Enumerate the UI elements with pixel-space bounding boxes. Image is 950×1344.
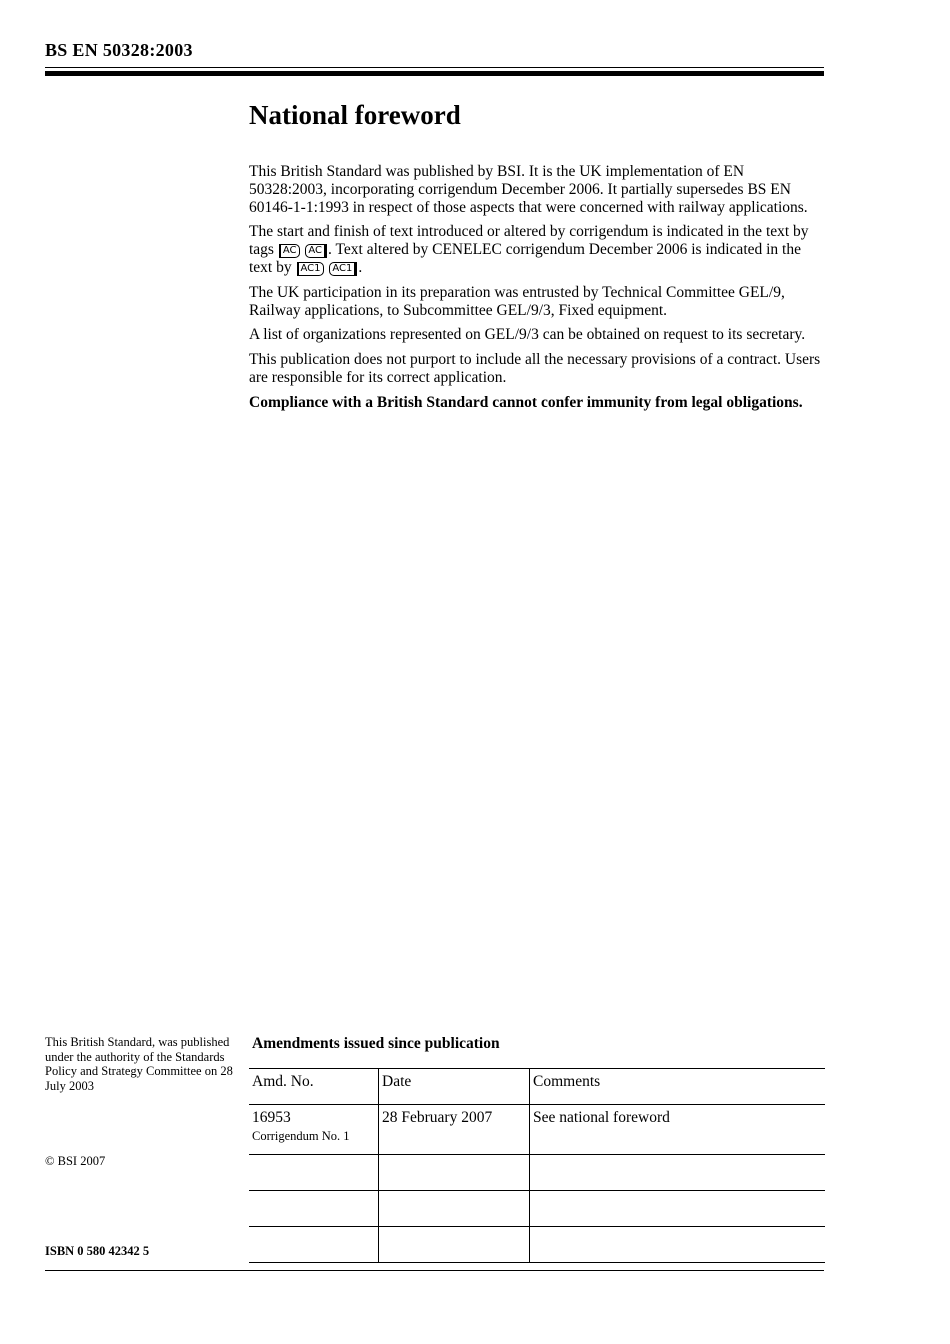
page-title: National foreword [249,100,461,130]
amendment-number-cell [249,1105,379,1155]
paragraph-publication: This British Standard was published by BSI. It is the UK implementation of EN 50328:2003, incorporating corrigendum December 2006. It partially supersedes BS EN 60146-1-1:1993 in respect of those aspects that were concerned with railway applications. [249,163,808,216]
empty-cell [249,1227,379,1263]
empty-cell [379,1155,530,1191]
paragraph-tags [249,223,824,276]
amendment-comments: See national foreword [530,1105,826,1155]
paragraph-organizations: A list of organizations represented on GEL/9/3 can be obtained on request to its secretary. [249,326,806,344]
table-row [249,1191,825,1227]
header-rule-thick [45,71,824,76]
amendment-number: 16953 [252,1109,291,1126]
amendment-date: 28 February 2007 [379,1105,530,1155]
empty-cell [379,1191,530,1227]
empty-cell [530,1227,826,1263]
foreword-body [249,163,824,419]
amendments-heading: Amendments issued since publication [252,1035,500,1052]
column-header-comments: Comments [530,1069,826,1105]
paragraph-tags-text-c: . [358,258,363,276]
empty-cell [379,1227,530,1263]
table-row [249,1155,825,1191]
empty-cell [249,1191,379,1227]
header-rule-thin [45,67,824,68]
ac1-open-tag-icon: AC1 [297,262,324,276]
empty-cell [530,1191,826,1227]
publication-authority-note: This British Standard, was published under the authority of the Standards Policy and Strategy Committee on 28 July 2003 [45,1035,233,1093]
empty-cell [249,1155,379,1191]
document-id: BS EN 50328:2003 [45,40,193,60]
amendment-subtitle: Corrigendum No. 1 [252,1129,350,1143]
table-row [249,1105,825,1155]
ac1-close-tag-icon: AC1 [329,262,357,276]
column-header-amd-no: Amd. No. [249,1069,379,1105]
amendments-header-row [249,1069,825,1105]
paragraph-disclaimer: This publication does not purport to include all the necessary provisions of a contract. Users are responsible for its correct application. [249,351,821,386]
paragraph-tags-text-a: The start and finish of text introduced or altered by corrigendum is indicated in the text by tags [249,223,809,259]
paragraph-participation: The UK participation in its preparation was entrusted by Technical Committee GEL/9, Railway applications, to Subcommittee GEL/9/3, Fixed equipment. [249,283,785,319]
copyright-notice: © BSI 2007 [45,1154,106,1168]
isbn: ISBN 0 580 42342 5 [45,1244,150,1258]
table-row [249,1227,825,1263]
paragraph-compliance: Compliance with a British Standard cannot confer immunity from legal obligations. [249,393,803,411]
paragraph-tags-text-b: . Text altered by CENELEC corrigendum December 2006 is indicated in the text by [249,241,801,276]
amendments-table [249,1068,825,1263]
footer-rule [45,1270,824,1271]
ac-open-tag-icon: AC [279,244,300,258]
empty-cell [530,1155,826,1191]
column-header-date: Date [379,1069,530,1105]
ac-close-tag-icon: AC [305,244,327,258]
